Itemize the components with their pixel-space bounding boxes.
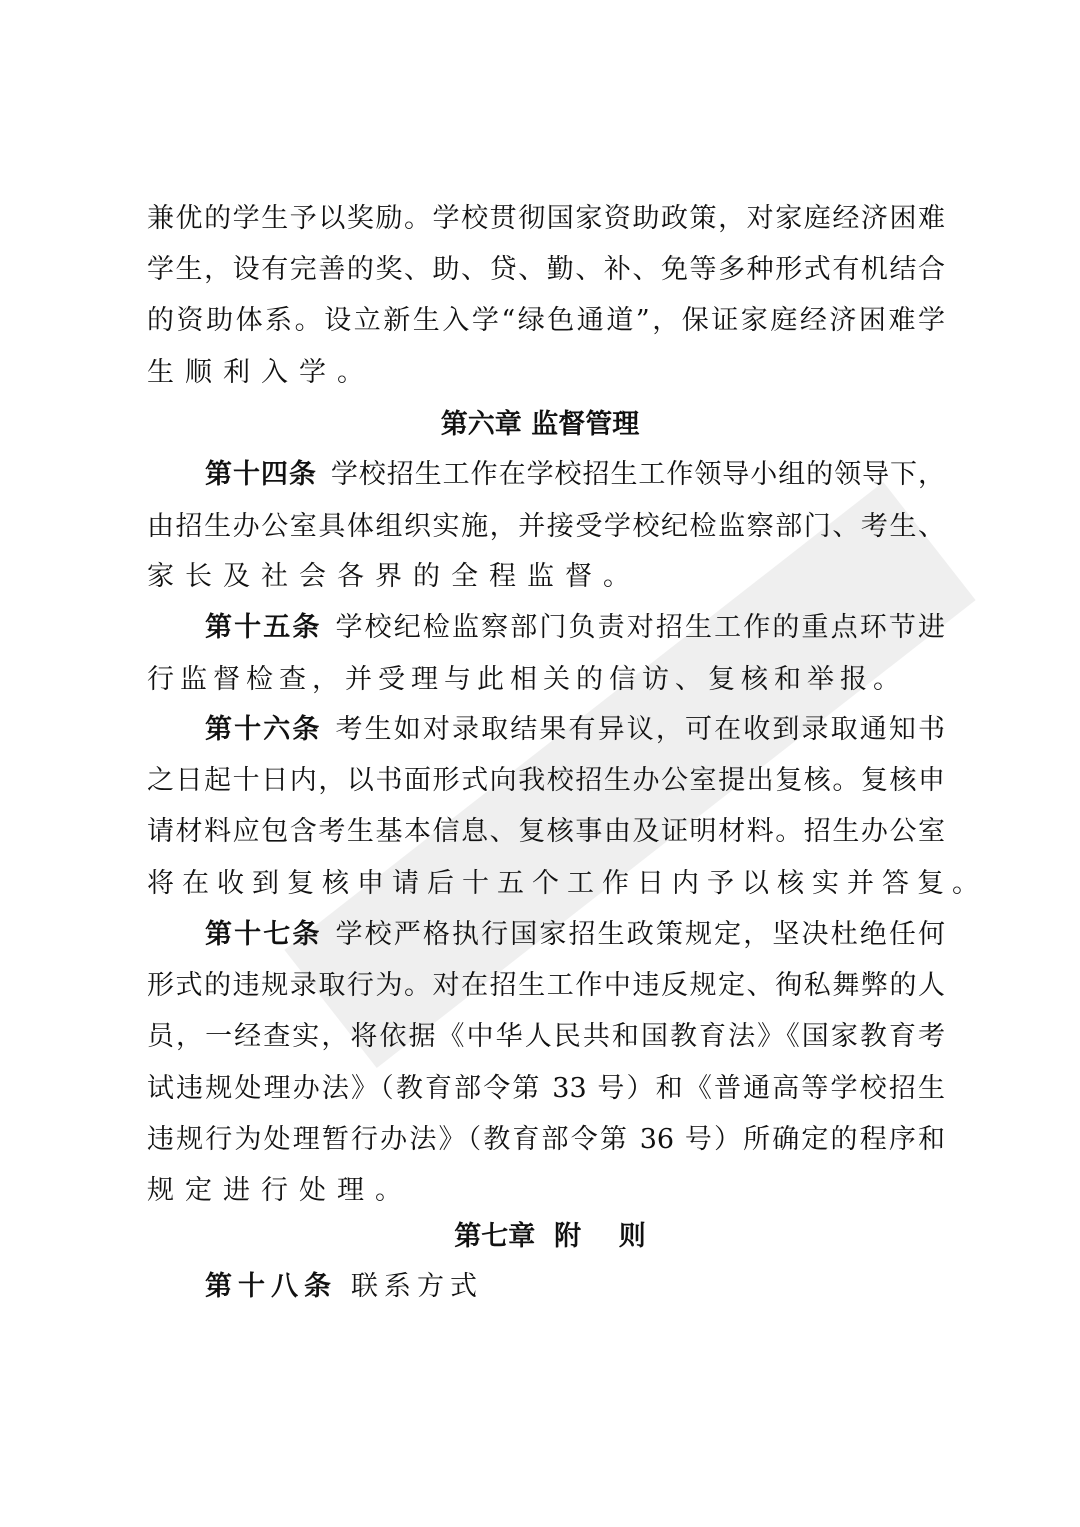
article-label: 第十七条 (205, 919, 322, 950)
text-line: 学校严格执行国家招生政策规定，坚决杜绝任何 (335, 919, 945, 950)
article-label: 第十八条 (205, 1271, 337, 1302)
text-line: 的资助体系。设立新生入学“绿色通道”，保证家庭经济困难学 (147, 305, 945, 336)
text-line: 兼优的学生予以奖励。学校贯彻国家资助政策，对家庭经济困难 (147, 203, 945, 234)
text-line: 之日起十日内，以书面形式向我校招生办公室提出复核。复核申 (147, 765, 945, 796)
article-18 (147, 1269, 945, 1305)
article-17 (147, 917, 945, 953)
text-line: 由招生办公室具体组织实施，并接受学校纪检监察部门、考生、 (147, 511, 945, 542)
text-line: 将在收到复核申请后十五个工作日内予以核实并答复。 (147, 868, 987, 899)
article-label: 第十六条 (205, 714, 322, 745)
text-line: 违规行为处理暂行办法》（教育部令第 36 号）所确定的程序和 (147, 1124, 945, 1155)
text-line: 学校招生工作在学校招生工作领导小组的领导下， (330, 459, 946, 490)
text-line: 考生如对录取结果有异议，可在收到录取通知书 (335, 714, 945, 745)
text-line: 家长及社会各界的全程监督。 (147, 561, 641, 592)
chapter-heading: 第六章 监督管理 (440, 409, 640, 440)
text-line: 员，一经查实，将依据《中华人民共和国教育法》《国家教育考 (147, 1021, 945, 1052)
article-label: 第十五条 (205, 612, 322, 643)
article-15 (147, 610, 945, 646)
text-line: 形式的违规录取行为。对在招生工作中违反规定、徇私舞弊的人 (147, 970, 945, 1001)
article-16 (147, 712, 945, 748)
article-14 (147, 457, 945, 493)
chapter-heading: 第七章 附 则 (454, 1221, 646, 1252)
text-line: 学生，设有完善的奖、助、贷、勤、补、免等多种形式有机结合 (147, 254, 945, 285)
text-line: 规定进行处理。 (147, 1175, 413, 1206)
text-line: 联系方式 (351, 1271, 483, 1302)
text-line: 行监督检查，并受理与此相关的信访、复核和举报。 (147, 664, 906, 695)
text-line: 试违规处理办法》（教育部令第 33 号）和《普通高等学校招生 (147, 1073, 945, 1104)
text-line: 生顺利入学。 (147, 357, 375, 388)
article-label: 第十四条 (205, 459, 317, 490)
text-line: 学校纪检监察部门负责对招生工作的重点环节进 (335, 612, 945, 643)
text-line: 请材料应包含考生基本信息、复核事由及证明材料。招生办公室 (147, 816, 945, 847)
